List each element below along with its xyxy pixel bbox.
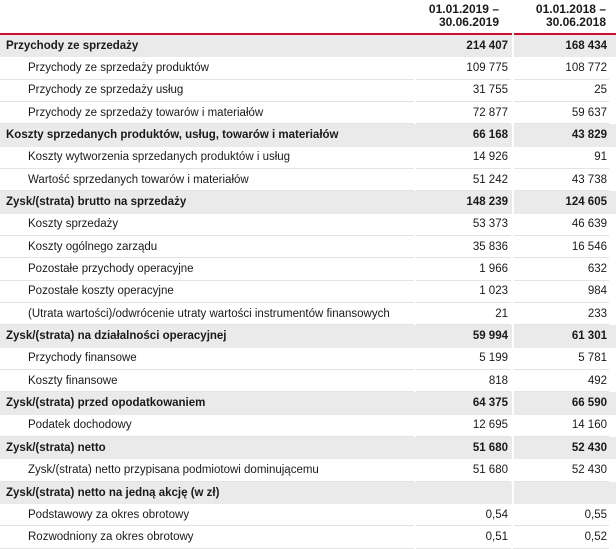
value-2018: 25 (513, 80, 609, 102)
value-2019: 12 695 (416, 415, 511, 437)
row-label: Wartość sprzedanych towarów i materiałów (0, 169, 414, 191)
column-separator (512, 0, 514, 545)
value-2019: 214 407 (466, 40, 508, 53)
value-2019: 109 775 (416, 57, 511, 79)
row-label: Zysk/(strata) na działalności operacyjnej (6, 330, 227, 343)
table-row (0, 236, 616, 258)
table-row (0, 415, 616, 437)
section-row (0, 392, 616, 414)
row-label: Pozostałe przychody operacyjne (0, 258, 414, 280)
value-2019: 1 023 (416, 281, 511, 303)
row-label: Pozostałe koszty operacyjne (0, 281, 414, 303)
table-row (0, 504, 616, 526)
table-row (0, 303, 616, 325)
table-row (0, 214, 616, 236)
value-2018: 632 (513, 258, 609, 280)
table-row (0, 147, 616, 169)
table-row (0, 459, 616, 481)
value-2018: 0,52 (513, 526, 609, 548)
row-label: Podstawowy za okres obrotowy (0, 504, 414, 526)
value-2018: 46 639 (513, 214, 609, 236)
row-label: Podatek dochodowy (0, 415, 414, 437)
value-2018: 91 (513, 147, 609, 169)
table-body (0, 35, 616, 549)
value-2019: 0,51 (416, 526, 511, 548)
value-2019: 31 755 (416, 80, 511, 102)
value-2018: 43 738 (513, 169, 609, 191)
value-2019: 59 994 (472, 330, 508, 343)
header-period-2018-line1: 01.01.2018 – (535, 2, 606, 16)
section-row (0, 482, 616, 504)
section-row (0, 437, 616, 459)
value-2019: 1 966 (416, 258, 511, 280)
value-2019: 53 373 (416, 214, 511, 236)
header-period-2019 (416, 3, 499, 29)
table-row (0, 526, 616, 548)
row-label: Zysk/(strata) netto (6, 442, 106, 455)
value-2018: 5 781 (513, 348, 609, 370)
value-2019: 21 (416, 303, 511, 325)
value-2018: 492 (513, 370, 609, 392)
value-2018: 59 637 (513, 102, 609, 124)
table-row (0, 57, 616, 79)
row-label: Przychody ze sprzedaży usług (0, 80, 414, 102)
value-2019: 64 375 (472, 397, 508, 410)
table-row (0, 258, 616, 280)
section-row (0, 124, 616, 146)
value-2019: 148 239 (466, 196, 508, 209)
value-2018: 52 430 (571, 442, 607, 455)
row-label: Zysk/(strata) brutto na sprzedaży (6, 196, 187, 209)
header-period-2018 (513, 3, 606, 29)
row-label: Zysk/(strata) przed opodatkowaniem (6, 397, 206, 410)
value-2018: 43 829 (571, 129, 607, 142)
header-period-2019-line2: 30.06.2019 (438, 15, 499, 29)
value-2018: 233 (513, 303, 609, 325)
value-2018: 984 (513, 281, 609, 303)
section-row (0, 325, 616, 347)
row-label: Rozwodniony za okres obrotowy (0, 526, 414, 548)
value-2019: 0,54 (416, 504, 511, 526)
value-2019: 14 926 (416, 147, 511, 169)
row-label: (Utrata wartości)/odwrócenie utraty wartości instrumentów finansowych (0, 303, 414, 325)
value-2018: 66 590 (571, 397, 607, 410)
row-label: Przychody ze sprzedaży (6, 40, 139, 53)
row-label: Koszty sprzedanych produktów, usług, towarów i materiałów (6, 129, 339, 142)
value-2018: 16 546 (513, 236, 609, 258)
table-row (0, 281, 616, 303)
value-2018: 124 605 (565, 196, 607, 209)
value-2018: 0,55 (513, 504, 609, 526)
value-2018: 168 434 (565, 40, 607, 53)
header-period-2019-line1: 01.01.2019 – (428, 2, 499, 16)
row-label: Koszty sprzedaży (0, 214, 414, 236)
section-row (0, 35, 616, 57)
value-2018: 61 301 (571, 330, 607, 343)
value-2018 (513, 482, 609, 504)
value-2019: 818 (416, 370, 511, 392)
value-2018: 52 430 (513, 459, 609, 481)
row-label: Przychody ze sprzedaży towarów i materiałów (0, 102, 414, 124)
value-2019: 51 680 (416, 459, 511, 481)
row-label: Zysk/(strata) netto na jedną akcję (w zł) (6, 486, 220, 499)
value-2019: 35 836 (416, 236, 511, 258)
row-label: Zysk/(strata) netto przypisana podmiotowi dominującemu (0, 459, 414, 481)
row-label: Przychody finansowe (0, 348, 414, 370)
value-2018: 14 160 (513, 415, 609, 437)
row-label: Koszty ogólnego zarządu (0, 236, 414, 258)
value-2018: 108 772 (513, 57, 609, 79)
section-row (0, 191, 616, 213)
value-2019: 51 242 (416, 169, 511, 191)
header-period-2018-line2: 30.06.2018 (545, 15, 606, 29)
value-2019 (416, 482, 511, 504)
row-label: Przychody ze sprzedaży produktów (0, 57, 414, 79)
table-header (0, 0, 616, 33)
row-label: Koszty wytworzenia sprzedanych produktów i usług (0, 147, 414, 169)
table-row (0, 80, 616, 102)
value-2019: 72 877 (416, 102, 511, 124)
value-2019: 51 680 (472, 442, 508, 455)
table-row (0, 169, 616, 191)
table-row (0, 102, 616, 124)
value-2019: 66 168 (472, 129, 508, 142)
table-row (0, 370, 616, 392)
table-row (0, 348, 616, 370)
value-2019: 5 199 (416, 348, 511, 370)
row-label: Koszty finansowe (0, 370, 414, 392)
